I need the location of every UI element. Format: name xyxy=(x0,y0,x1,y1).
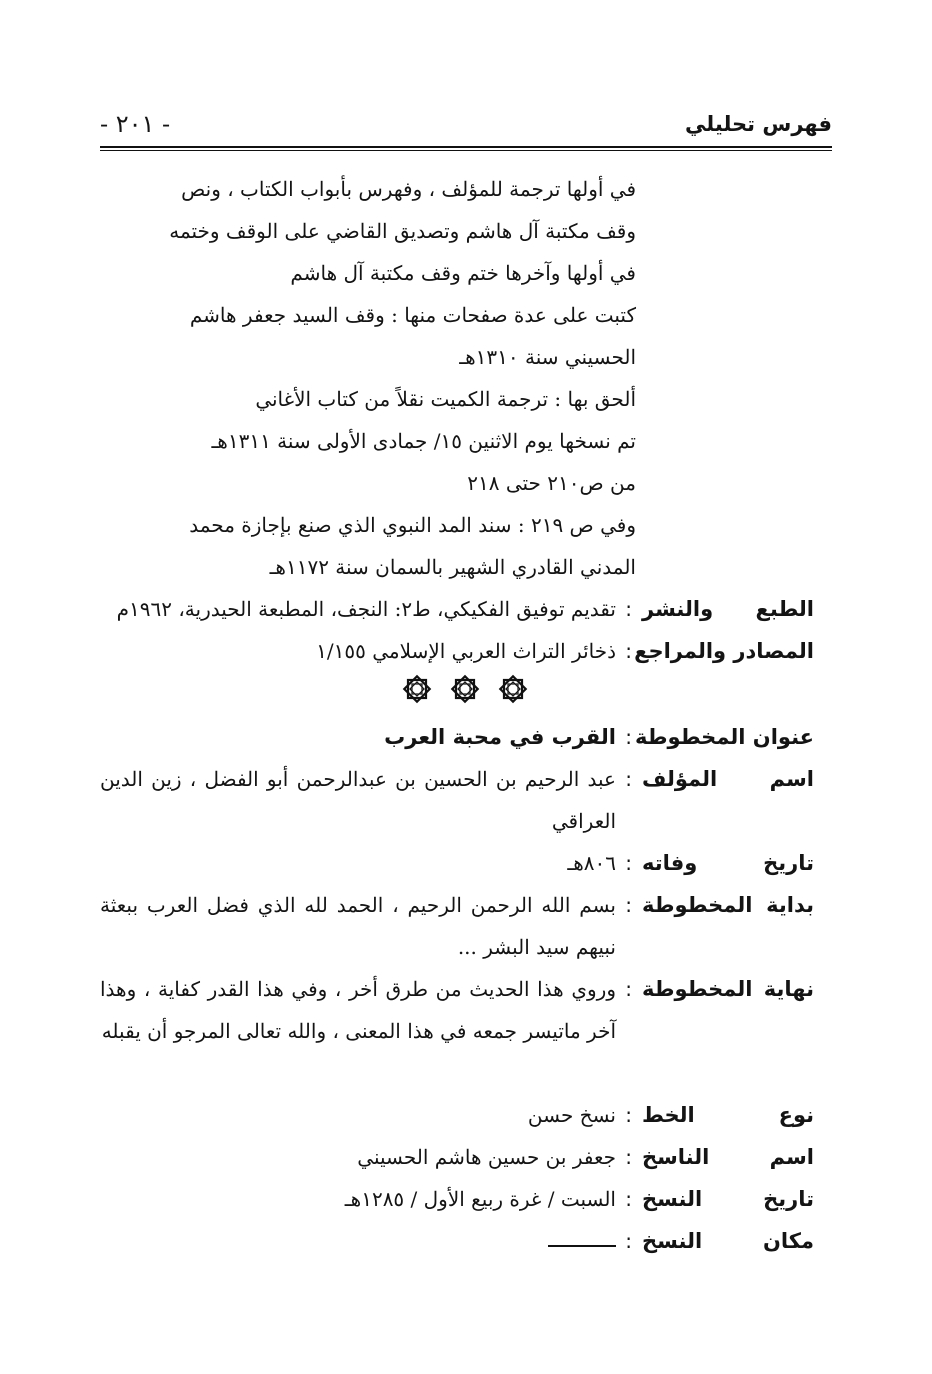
field-colon: : xyxy=(625,767,632,791)
field-label: الطبع والنشر xyxy=(642,597,814,621)
field-label: اسم الناسخ xyxy=(642,1145,814,1169)
field-value xyxy=(100,1220,616,1262)
field-label: نهاية المخطوطة xyxy=(642,977,814,1001)
page-header xyxy=(100,108,832,142)
ornament-star-icon xyxy=(448,672,482,706)
field-value: تقديم توفيق الفكيكي، ط٢: النجف، المطبعة الحيدرية، ١٩٦٢م xyxy=(116,597,616,621)
field-colon: : xyxy=(625,1145,632,1169)
field-value: وروي هذا الحديث من طرق أخر ، وفي هذا القدر كفاية ، وهذا آخر ماتيسر جمعه في هذا المعنى ، والله تعالى المرجو أن يقبله xyxy=(100,977,616,1043)
field-colon: : xyxy=(625,639,632,663)
field-colon: : xyxy=(625,977,632,1001)
field-script-type xyxy=(100,1094,814,1136)
field-publication xyxy=(100,588,814,630)
field-death-date xyxy=(100,842,814,884)
field-copyist xyxy=(100,1136,814,1178)
field-label: عنوان المخطوطة xyxy=(635,725,814,749)
field-copy-place xyxy=(100,1220,814,1262)
field-colon: : xyxy=(625,851,632,875)
continuation-line: الحسيني سنة ١٣١٠هـ xyxy=(459,345,636,369)
field-explicit xyxy=(100,968,814,1052)
manuscript-title: القرب في محبة العرب xyxy=(384,725,616,749)
field-label: تاريخ وفاته xyxy=(642,851,814,875)
field-author xyxy=(100,758,814,842)
continuation-line: المدني القادري الشهير بالسمان سنة ١١٧٢هـ xyxy=(269,555,636,579)
ornament-star-icon xyxy=(496,672,530,706)
field-value: ٨٠٦هـ xyxy=(567,851,616,875)
field-sources xyxy=(100,630,814,672)
field-incipit xyxy=(100,884,814,968)
field-label: نوع الخط xyxy=(642,1103,814,1127)
field-value: بسم الله الرحمن الرحيم ، الحمد لله الذي فضل العرب ببعثة نبيهم سيد البشر ... xyxy=(100,893,616,959)
running-title: فهرس تحليلي xyxy=(685,112,832,136)
continuation-line: وقف مكتبة آل هاشم وتصديق القاضي على الوقف وختمه xyxy=(169,219,636,243)
blank-value-line xyxy=(548,1245,616,1247)
field-colon: : xyxy=(625,893,632,917)
section-separator xyxy=(400,672,530,708)
field-colon: : xyxy=(625,1187,632,1211)
continuation-line: من ص٢١٠ حتى ٢١٨ xyxy=(467,471,636,495)
field-value: جعفر بن حسين هاشم الحسيني xyxy=(357,1145,616,1169)
field-label: اسم المؤلف xyxy=(642,767,814,791)
ornament-star-icon xyxy=(400,672,434,706)
field-label: مكان النسخ xyxy=(642,1229,814,1253)
continued-description xyxy=(120,168,636,588)
field-value: عبد الرحيم بن الحسين بن عبدالرحمن أبو الفضل ، زين الدين العراقي xyxy=(100,767,616,833)
field-manuscript-title xyxy=(100,716,814,758)
continuation-line: في أولها وآخرها ختم وقف مكتبة آل هاشم xyxy=(290,261,636,285)
header-rule xyxy=(100,146,832,151)
continuation-line: تم نسخها يوم الاثنين ١٥/ جمادى الأولى سنة ١٣١١هـ xyxy=(211,429,636,453)
continuation-line: وفي ص ٢١٩ : سند المد النبوي الذي صنع بإجازة محمد xyxy=(189,513,636,537)
continuation-line: ألحق بها : ترجمة الكميت نقلاً من كتاب الأغاني xyxy=(255,387,636,411)
field-value: السبت / غرة ربيع الأول / ١٢٨٥هـ xyxy=(344,1187,616,1211)
continuation-line: كتبت على عدة صفحات منها : وقف السيد جعفر هاشم xyxy=(189,303,636,327)
page-number: - ٢٠١ - xyxy=(100,110,171,138)
field-colon: : xyxy=(625,725,632,749)
field-colon: : xyxy=(625,1103,632,1127)
field-colon: : xyxy=(625,597,632,621)
field-value: نسخ حسن xyxy=(527,1103,616,1127)
field-label: المصادر والمراجع xyxy=(634,639,814,663)
field-label: بداية المخطوطة xyxy=(642,893,814,917)
field-colon: : xyxy=(625,1229,632,1253)
field-copy-date xyxy=(100,1178,814,1220)
continuation-line: في أولها ترجمة للمؤلف ، وفهرس بأبواب الكتاب ، ونص xyxy=(181,177,636,201)
field-value: ذخائر التراث العربي الإسلامي ١/١٥٥ xyxy=(316,639,616,663)
field-label: تاريخ النسخ xyxy=(642,1187,814,1211)
